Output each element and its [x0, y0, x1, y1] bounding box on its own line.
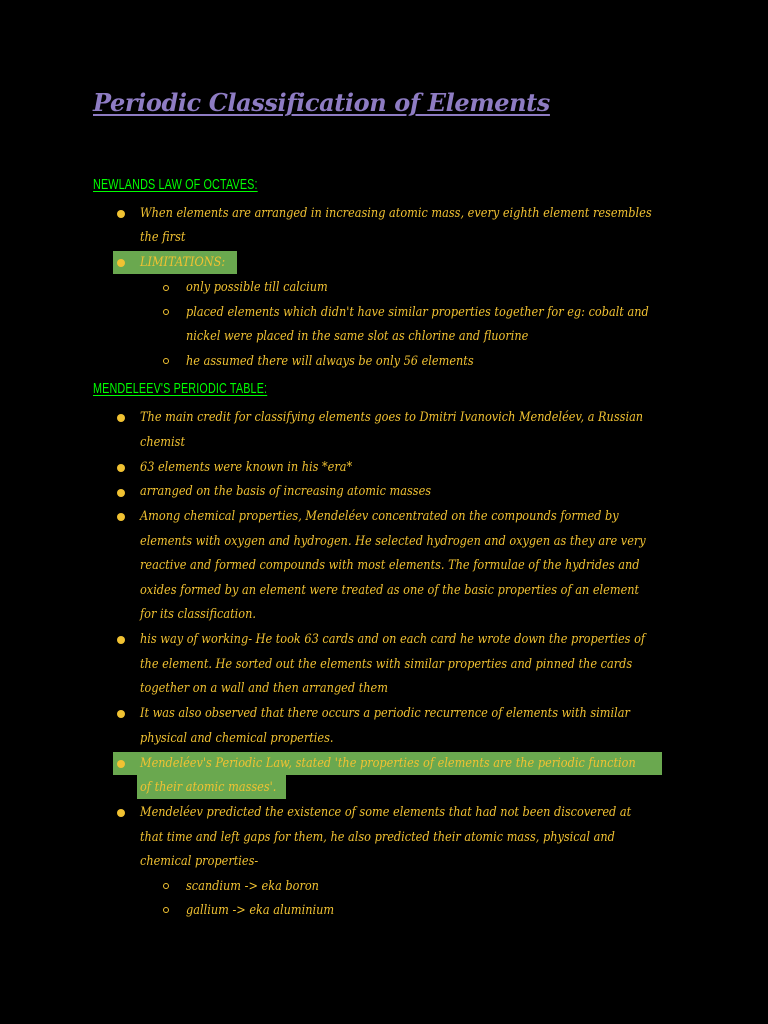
bullet-icon: [117, 809, 125, 817]
newlands-point-line: When elements are arranged in increasing atomic mass, every eighth element resembles: [140, 206, 652, 221]
bullet-icon: [117, 210, 125, 218]
bullet-icon: [117, 414, 125, 422]
mendeleev-line: Among chemical properties, Mendeléev concentrated on the compounds formed by: [140, 509, 619, 524]
bullet-icon: [117, 760, 125, 768]
prediction-item: scandium -> eka boron: [186, 879, 319, 894]
bullet-icon: [117, 710, 125, 718]
limitations-label: LIMITATIONS:: [140, 255, 226, 270]
bullet-icon: [117, 259, 125, 267]
mendeleev-line: Mendeléev predicted the existence of some elements that had not been discovered at: [140, 805, 632, 820]
mendeleev-line: It was also observed that there occurs a periodic recurrence of elements with similar: [140, 706, 630, 721]
mendeleev-line: elements with oxygen and hydrogen. He selected hydrogen and oxygen as they are very: [140, 534, 646, 549]
mendeleev-line: oxides formed by an element were treated as one of the basic properties of an element: [140, 583, 640, 598]
mendeleev-line: reactive and formed compounds with most elements. The formulae of the hydrides and: [140, 558, 640, 573]
sub-bullet-icon: [163, 883, 169, 889]
sub-bullet-icon: [163, 358, 169, 364]
bullet-icon: [117, 464, 125, 472]
bullet-icon: [117, 489, 125, 497]
mendeleev-line: chemical properties-: [140, 854, 259, 869]
mendeleev-line: his way of working- He took 63 cards and on each card he wrote down the properties of: [140, 632, 646, 647]
mendeleev-line: The main credit for classifying elements goes to Dmitri Ivanovich Mendeléev, a Russian: [140, 410, 644, 425]
sub-bullet-icon: [163, 309, 169, 315]
limitation-item: placed elements which didn't have similar properties together for eg: cobalt and: [186, 305, 649, 320]
mendeleev-line: the element. He sorted out the elements with similar properties and pinned the cards: [140, 657, 633, 672]
mendeleev-line: together on a wall and then arranged them: [140, 681, 388, 696]
mendeleev-heading: MENDELEEV'S PERIODIC TABLE:: [93, 380, 268, 397]
sub-bullet-icon: [163, 907, 169, 913]
sub-bullet-icon: [163, 285, 169, 291]
limitation-item: nickel were placed in the same slot as chlorine and fluorine: [186, 329, 529, 344]
periodic-law-line: Mendeléev's Periodic Law, stated 'the properties of elements are the periodic function: [140, 756, 636, 771]
mendeleev-line: for its classification.: [140, 607, 256, 622]
newlands-heading: NEWLANDS LAW OF OCTAVES:: [93, 176, 258, 193]
newlands-point-line: the first: [140, 230, 186, 245]
mendeleev-line: physical and chemical properties.: [140, 731, 334, 746]
page-title: Periodic Classification of Elements: [93, 88, 550, 117]
mendeleev-line: that time and left gaps for them, he also predicted their atomic mass, physical and: [140, 830, 615, 845]
mendeleev-line: chemist: [140, 435, 186, 450]
bullet-icon: [117, 636, 125, 644]
prediction-item: gallium -> eka aluminium: [186, 903, 335, 918]
mendeleev-line: arranged on the basis of increasing atomic masses: [140, 484, 432, 499]
limitation-item: only possible till calcium: [186, 280, 328, 295]
mendeleev-line: 63 elements were known in his *era*: [140, 460, 353, 475]
bullet-icon: [117, 513, 125, 521]
periodic-law-line: of their atomic masses'.: [140, 780, 277, 795]
limitation-item: he assumed there will always be only 56 elements: [186, 354, 474, 369]
